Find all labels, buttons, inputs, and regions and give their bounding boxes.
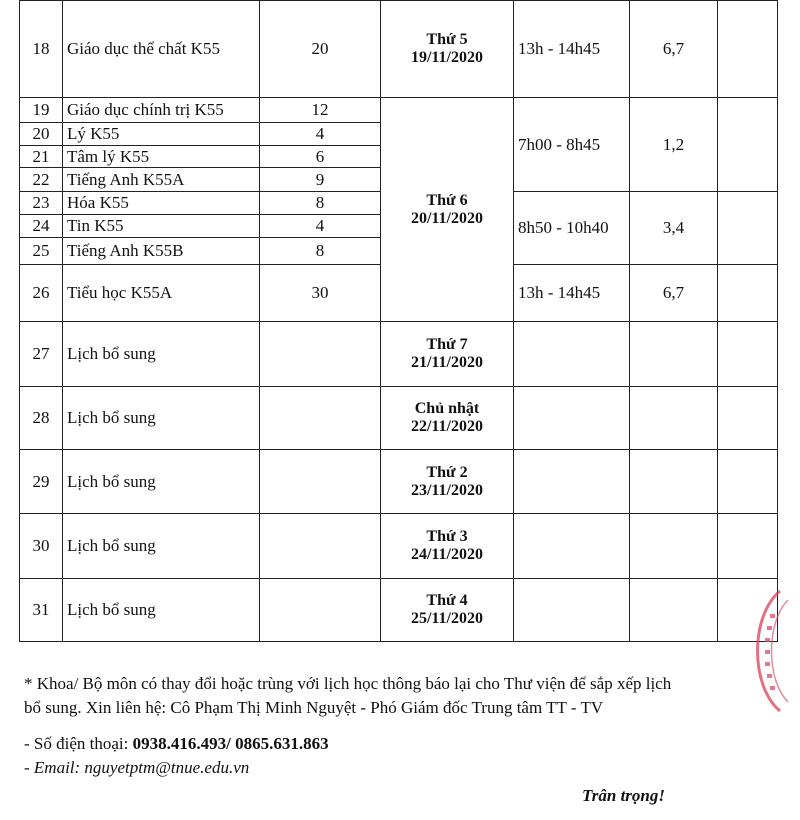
student-count [260,450,381,514]
table-row [20,1,778,98]
day-cell [381,1,514,98]
student-count: 6 [260,146,381,168]
day-cell [381,579,514,642]
row-number: 28 [20,387,63,450]
class-name: Giáo dục chính trị K55 [63,98,260,123]
table-row [20,450,778,514]
day-date: 22/11/2020 [410,418,483,435]
day-name: Thứ 3 [426,528,468,545]
row-number: 30 [20,514,63,579]
row-number: 18 [20,1,63,98]
phone-label: - Số điện thoại: [24,734,133,753]
class-name: Tiểu học K55A [63,265,260,322]
empty-cell [718,322,778,387]
day-name: Thứ 7 [426,336,468,353]
day-cell [381,514,514,579]
phone-line [24,732,784,756]
student-count: 8 [260,192,381,215]
day-date: 21/11/2020 [410,354,483,371]
student-count: 12 [260,98,381,123]
table-row [20,98,778,123]
class-name: Lịch bổ sung [63,387,260,450]
day-cell [381,98,514,322]
empty-cell [514,387,630,450]
class-name: Tiếng Anh K55A [63,168,260,192]
day-name: Thứ 6 [426,191,468,209]
day-date: 24/11/2020 [410,546,483,563]
class-name: Tin K55 [63,215,260,238]
day-date: 25/11/2020 [410,610,483,627]
empty-cell [718,514,778,579]
table-row [20,514,778,579]
email-line: - Email: nguyetptm@tnue.edu.vn [24,758,250,777]
table-row [20,579,778,642]
row-number: 24 [20,215,63,238]
empty-cell [630,514,718,579]
class-name: Tiếng Anh K55B [63,238,260,265]
periods-cell: 6,7 [630,265,718,322]
time-cell: 7h00 - 8h45 [514,98,630,192]
day-cell [381,387,514,450]
row-number: 25 [20,238,63,265]
day-name: Chủ nhật [414,400,480,417]
phone-value: 0938.416.493/ 0865.631.863 [132,734,329,753]
day-cell [381,450,514,514]
empty-cell [630,387,718,450]
class-name: Lịch bổ sung [63,450,260,514]
student-count: 4 [260,123,381,146]
empty-cell [630,322,718,387]
class-name: Lịch bổ sung [63,579,260,642]
day-name: Thứ 5 [426,31,468,48]
empty-cell [514,514,630,579]
periods-cell: 1,2 [630,98,718,192]
day-date: 19/11/2020 [410,49,483,66]
row-number: 21 [20,146,63,168]
row-number: 23 [20,192,63,215]
empty-cell [718,387,778,450]
notes-section [24,672,784,780]
student-count: 20 [260,1,381,98]
row-number: 22 [20,168,63,192]
class-name: Lịch bổ sung [63,514,260,579]
schedule-table [19,0,778,642]
time-cell: 8h50 - 10h40 [514,192,630,265]
day-date: 23/11/2020 [410,481,483,499]
periods-cell: 6,7 [630,1,718,98]
row-number: 19 [20,98,63,123]
student-count: 30 [260,265,381,322]
row-number: 20 [20,123,63,146]
row-number: 31 [20,579,63,642]
time-cell: 13h - 14h45 [514,1,630,98]
periods-cell: 3,4 [630,192,718,265]
empty-cell [630,450,718,514]
student-count: 9 [260,168,381,192]
time-cell: 13h - 14h45 [514,265,630,322]
class-name: Tâm lý K55 [63,146,260,168]
day-name: Thứ 4 [426,592,468,609]
stamp-seal [740,586,800,716]
row-number: 27 [20,322,63,387]
closing-text: Trân trọng! [582,786,665,805]
row-number: 29 [20,450,63,514]
empty-cell [630,579,718,642]
empty-cell [514,450,630,514]
day-date: 20/11/2020 [410,209,483,227]
empty-cell [718,192,778,265]
student-count [260,387,381,450]
student-count [260,322,381,387]
note-line: * Khoa/ Bộ môn có thay đổi hoặc trùng với lịch học thông báo lại cho Thư viện để sắp xếp lịch [24,674,672,693]
empty-cell [514,579,630,642]
empty-cell [718,1,778,98]
row-number: 26 [20,265,63,322]
class-name: Lý K55 [63,123,260,146]
class-name: Lịch bổ sung [63,322,260,387]
student-count: 4 [260,215,381,238]
student-count [260,579,381,642]
note-line: bổ sung. Xin liên hệ: Cô Phạm Thị Minh Nguyệt - Phó Giám đốc Trung tâm TT - TV [24,698,604,717]
student-count [260,514,381,579]
table-row [20,387,778,450]
class-name: Giáo dục thể chất K55 [63,1,260,98]
day-cell [381,322,514,387]
empty-cell [718,450,778,514]
empty-cell [718,265,778,322]
empty-cell [718,98,778,192]
empty-cell [514,322,630,387]
day-name: Thứ 2 [426,463,468,481]
table-row [20,322,778,387]
class-name: Hóa K55 [63,192,260,215]
student-count: 8 [260,238,381,265]
